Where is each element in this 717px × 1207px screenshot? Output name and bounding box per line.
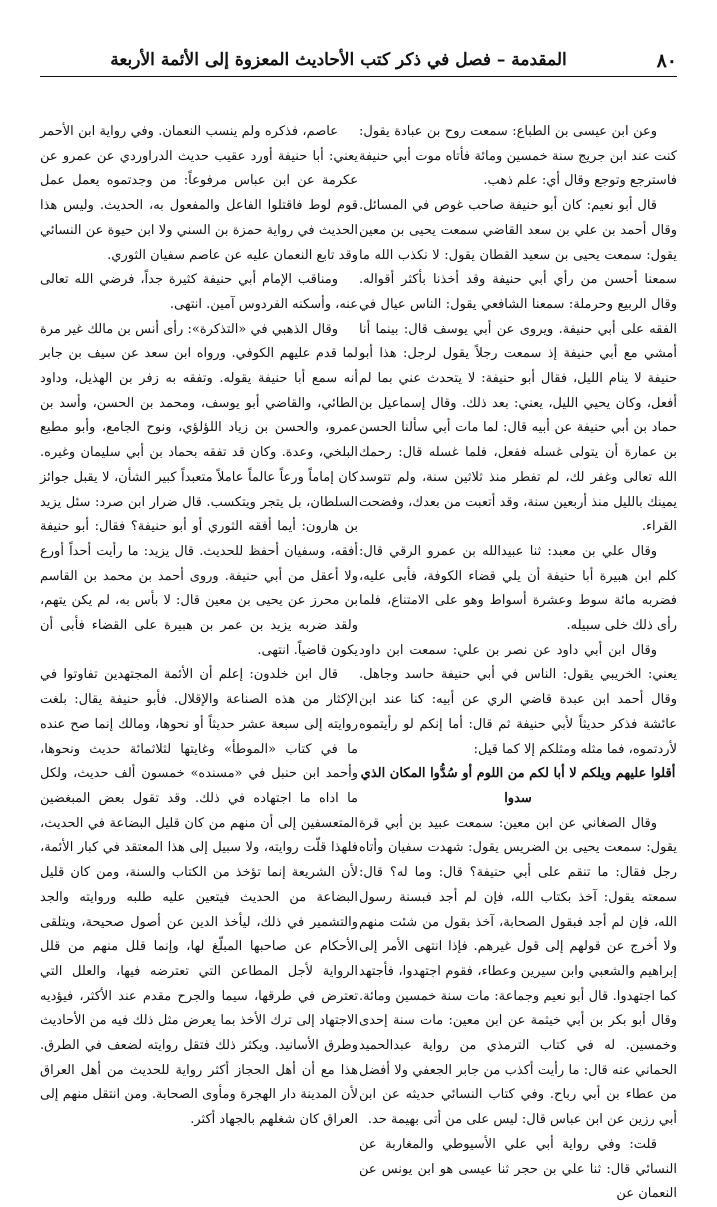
paragraph: وقال علي بن معبد: ثنا عبيدالله بن عمرو الرقي قال: كلم ابن هبيرة أبا حنيفة أن يلي قضاء الكوفة، فأبى عليه، فضربه مائة سوط وعشرة أسواط وهو على الامتناع، فلما رأى ذلك خلى سبيله. [359,543,677,634]
header-rule [40,76,677,77]
paragraph: وقال الصغاني عن ابن معين: سمعت عبيد بن أبي قرة يقول: سمعت يحيى بن الضريس يقول: شهدت سفيان وأتاه رجل فقال: ما تنقم على أبي حنيفة؟ قال: وما له؟ قال: سمعته يقول: آخذ بكتاب الله، فإن لم أجد فبسنة رسول الله، فإن لم أجد فبقول الصحابة، آخذ بقول من شئت منهم ولا أخرج عن قولهم إلى قول غيرهم. فإذا انتهى الأمر إلى إبراهيم والشعبي وابن سيرين وعطاء، فقوم اجتهدوا، فأجتهد كما اجتهدوا. قال أبو نعيم وجماعة: مات سنة خمسين ومائة. وقال أبو بكر بن أبي خيثمة عن ابن معين: مات سنة إحدى وخمسين. له في كتاب الترمذي من رواية عبدالحميد الحماني عنه قال: ما رأيت أكذب من جابر الجعفي ولا أفضل من عطاء بن أبي رباح. وفي كتاب النسائي حديثه عن ابن أبي رزين عن ابن عباس قال: ليس على من أتى بهيمة حد. [359,815,677,1128]
paragraph: عاصم، فذكره ولم ينسب النعمان. وفي رواية ابن الأحمر يعني: أبا حنيفة أورد عقيب حديث الدراوردي عن عمرو عن عكرمة عن ابن عباس مرفوعاً: من وجدتموه يعمل عمل قوم لوط فاقتلوا الفاعل والمفعول به، الحديث. وليس هذا الحديث في رواية حمزة بن السني ولا ابن حيوة عن النسائي وقد تابع النعمان عليه عن عاصم سفيان الثوري. [40,124,358,263]
paragraph: قلت: وفي رواية أبي علي الأسيوطي والمغاربة عن النسائي قال: ثنا علي بن حجر ثنا عيسى هو ابن يونس عن النعمان عن [359,1136,677,1202]
paragraph: وقال الذهبي في «التذكرة»: رأى أنس بن مالك غير مرة لما قدم عليهم الكوفي. ورواه ابن سعد عن سيف بن جابر أنه سمع أبا حنيفة يقوله. وتفقه به زفر بن الهذيل، وداود الطائي، والقاضي أبو يوسف، ومحمد بن الحسن، وأسد بن عمرو، والحسن بن زياد اللؤلؤي، ونوح الجامع، وأبو مطيع البلخي، وعدة. وكان قد تفقه بحماد بن أبي سليمان وغيره. كان إماماً ورعاً عالماً عاملاً متعبداً كبير الشأن، لا يقبل جوائز السلطان، بل يتجر ويتكسب. قال ضرار ابن صرد: سئل يزيد بن هارون: أيما أفقه الثوري أو أبو حنيفة؟ فقال: أبو حنيفة أفقه، وسفيان أحفظ للحديث. قال يزيد: ما رأيت أحداً أورع ولا أعقل من أبي حنيفة. وروى أحمد بن محمد بن القاسم بن محرز عن يحيى بن معين قال: لا بأس به، لم يكن يتهم، ولقد ضربه يزيد بن عمر بن هبيرة على القضاء فأبى أن يكون قاضياً. انتهى. [40,321,358,658]
paragraph: قال أبو نعيم: كان أبو حنيفة صاحب غوص في المسائل. وقال أحمد بن علي بن سعد القاضي سمعت يحيى بن معين يقول: سمعت يحيى بن سعيد القطان يقول: لا نكذب الله ما سمعنا أحسن من رأي أبي حنيفة وقد أخذنا بأكثر أقواله. وقال الربيع وحرملة: سمعنا الشافعي يقول: الناس عيال في الفقه على أبي حنيفة. ويروى عن أبي يوسف قال: بينما أنا أمشي مع أبي حنيفة إذ سمعت رجلاً يقول لرجل: هذا أبو حنيفة لا ينام الليل، فقال أبو حنيفة: لا يتحدث عني بما لم أفعل، وكان يحيي الليل، يعني: بعد ذلك. وقال إسماعيل بن حماد بن أبي حنيفة عن أبيه قال: لما مات أبي سألنا الحسن بن عمارة أن يتولى غسله ففعل، فلما غسله قال: رحمك الله تعالى وغفر لك، لم تفطر منذ ثلاثين سنة، ولم تتوسد يمينك بالليل منذ أربعين سنة، وقد أتعبت من بعدك، وفضحت القراء. [359,198,677,535]
paragraph: وقال ابن أبي داود عن نصر بن علي: سمعت ابن داود يعني: الخريبي يقول: الناس في أبي حنيفة حاسد وجاهل. وقال أحمد ابن عبدة قاضي الري عن أبيه: كنا عند ابن عائشة فذكر حديثاً لأبي حنيفة ثم قال: أما إنكم لو رأيتموه لأردتموه، فما مثله ومثلكم إلا كما قيل: [359,642,677,757]
left-column [40,120,358,1128]
poetry-verse: أقلوا عليهم ويلكم لا أبا لكم من اللوم أو سُدُّوا المكان الذي سدوا [360,766,676,806]
paragraph: قال ابن خلدون: إعلم أن الأئمة المجتهدين تفاوتوا في الإكثار من هذه الصناعة والإقلال. فأبو حنيفة يقال: بلغت روايته إلى سبعة عشر حديثاً أو نحوها، ومالك إنما صح عنده ما في كتاب «الموطأ» وغايتها لثلاثمائة حديث ونحوها، وأحمد ابن حنبل في «مسنده» خمسون ألف حديث، ولكل ما اداه ما اجتهاده في ذلك. وقد تقول بعض المبغضين المتعسفين إلى أن منهم من كان قليل البضاعة في الحديث، فلهذا قلّت روايته، ولا سبيل إلى هذا المعتقد في كبار الأئمة، لأن الشريعة إنما تؤخذ من الكتاب والسنة، ومن كان قليل البضاعة من الحديث فيتعين عليه طلبه وروايته والجد والتشمير في ذلك، ليأخذ الدين عن أصول صحيحة، ويتلقى الأحكام عن صاحبها المبلّغ لها، وإنما قلل منهم من قلل الرواية لأجل المطاعن التي تعترضه فيها، والعلل التي تعترض في طرقها، سيما والجرح مقدم عند الأكثر، فيؤديه الاجتهاد إلى ترك الأخذ بما يعرض مثل ذلك فيه من الأحاديث وطرق الأسانيد. ويكثر ذلك فتقل روايته لضعف في الطرق. هذا مع أن أهل الحجاز أكثر رواية للحديث من أهل العراق لأن المدينة دار الهجرة ومأوى الصحابة. ومن انتقل منهم إلى العراق كان شغلهم بالجهاد أكثر. [40,667,358,1128]
running-title: المقدمة – فصل في ذكر كتب الأحاديث المعزوة إلى الأئمة الأربعة [110,50,567,70]
paragraph: ومناقب الإمام أبي حنيفة كثيرة جداً، فرضي الله تعالى عنه، وأسكنه الفردوس آمين. انتهى. [40,272,358,312]
paragraph: وعن ابن عيسى بن الطباع: سمعت روح بن عبادة يقول: كنت عند ابن جريج سنة خمسين ومائة فأتاه موت أبي حنيفة فاسترجع وتوجع وقال أي: علم ذهب. [359,124,677,189]
page-number: ٨٠ [656,50,677,72]
page-header [40,40,677,82]
right-column [359,120,677,1202]
